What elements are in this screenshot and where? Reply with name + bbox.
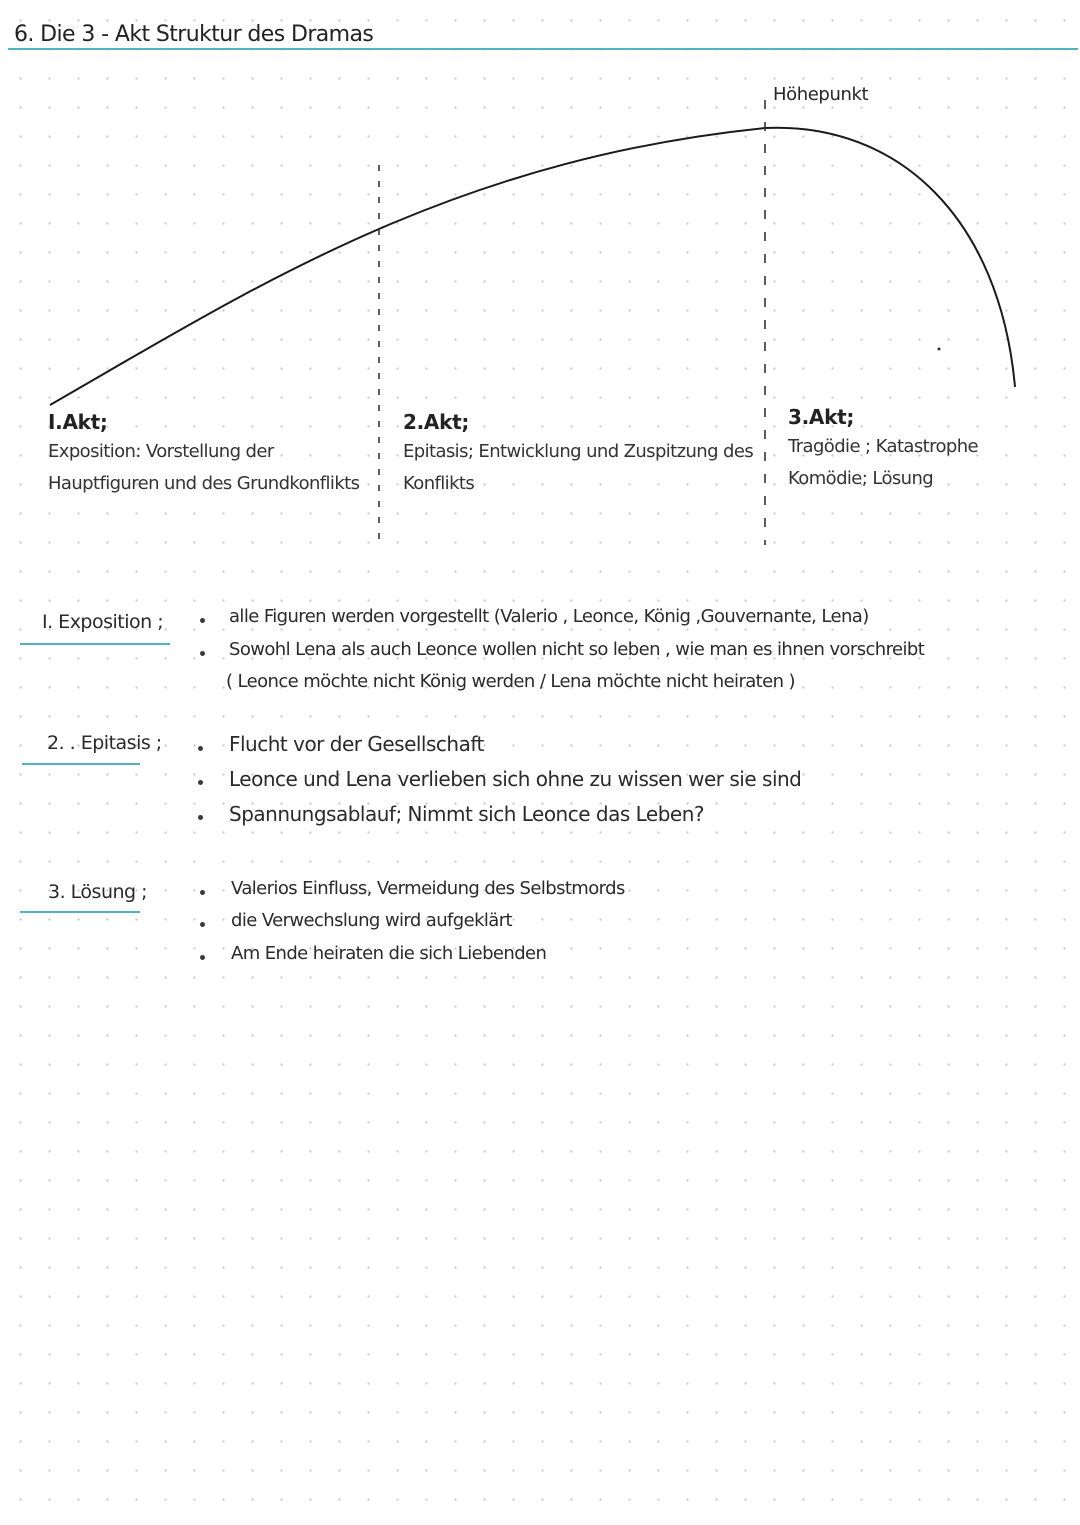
section-1-label: I. Exposition ; bbox=[42, 611, 164, 633]
bullet bbox=[198, 746, 203, 751]
act-2-line-1: Epitasis; Entwicklung und Zuspitzung des bbox=[403, 441, 754, 462]
bullet bbox=[200, 651, 205, 656]
section-2-item-1: Flucht vor der Gesellschaft bbox=[229, 732, 484, 756]
act-1-block bbox=[48, 410, 359, 500]
peak-label: Höhepunkt bbox=[773, 84, 869, 105]
section-2-underline bbox=[22, 763, 140, 765]
section-3-item-1: Valerios Einfluss, Vermeidung des Selbstmords bbox=[231, 878, 625, 899]
act-3-line-1: Tragödie ; Katastrophe bbox=[788, 436, 978, 457]
bullet bbox=[198, 780, 203, 785]
section-3-item-3: Am Ende heiraten die sich Liebenden bbox=[231, 943, 547, 964]
act-1-line-2: Hauptfiguren und des Grundkonflikts bbox=[48, 473, 360, 494]
bullet bbox=[200, 955, 205, 960]
act-3-line-2: Komödie; Lösung bbox=[788, 468, 934, 489]
section-2-label: 2. . Epitasis ; bbox=[47, 732, 162, 754]
act-2-heading: 2.Akt; bbox=[403, 410, 470, 434]
act-2-line-2: Konflikts bbox=[403, 473, 475, 494]
act-3-heading: 3.Akt; bbox=[788, 405, 855, 429]
section-3-underline bbox=[20, 911, 140, 913]
pen-dot bbox=[938, 348, 941, 351]
section-1-item-2: Sowohl Lena als auch Leonce wollen nicht so leben , wie man es ihnen vorschreibt bbox=[229, 639, 925, 660]
bullet bbox=[200, 922, 205, 927]
act-1-heading: I.Akt; bbox=[48, 410, 108, 434]
bullet bbox=[198, 815, 203, 820]
section-1-item-1: alle Figuren werden vorgestellt (Valerio , Leonce, König ,Gouvernante, Lena) bbox=[229, 606, 869, 627]
act-1-line-1: Exposition: Vorstellung der bbox=[48, 441, 274, 462]
section-3-label: 3. Lösung ; bbox=[48, 881, 148, 903]
bullet bbox=[200, 618, 205, 623]
act-2-block bbox=[403, 410, 753, 500]
bullet bbox=[200, 890, 205, 895]
section-1-item-3: ( Leonce möchte nicht König werden / Lena möchte nicht heiraten ) bbox=[226, 671, 795, 692]
act-3-block bbox=[788, 405, 978, 495]
tension-curve bbox=[50, 128, 1015, 405]
section-2-item-2: Leonce und Lena verlieben sich ohne zu wissen wer sie sind bbox=[229, 767, 802, 791]
section-2-item-3: Spannungsablauf; Nimmt sich Leonce das Leben? bbox=[229, 802, 705, 826]
section-3-item-2: die Verwechslung wird aufgeklärt bbox=[231, 910, 512, 931]
section-1-underline bbox=[20, 643, 170, 645]
page-title: 6. Die 3 - Akt Struktur des Dramas bbox=[14, 22, 374, 47]
